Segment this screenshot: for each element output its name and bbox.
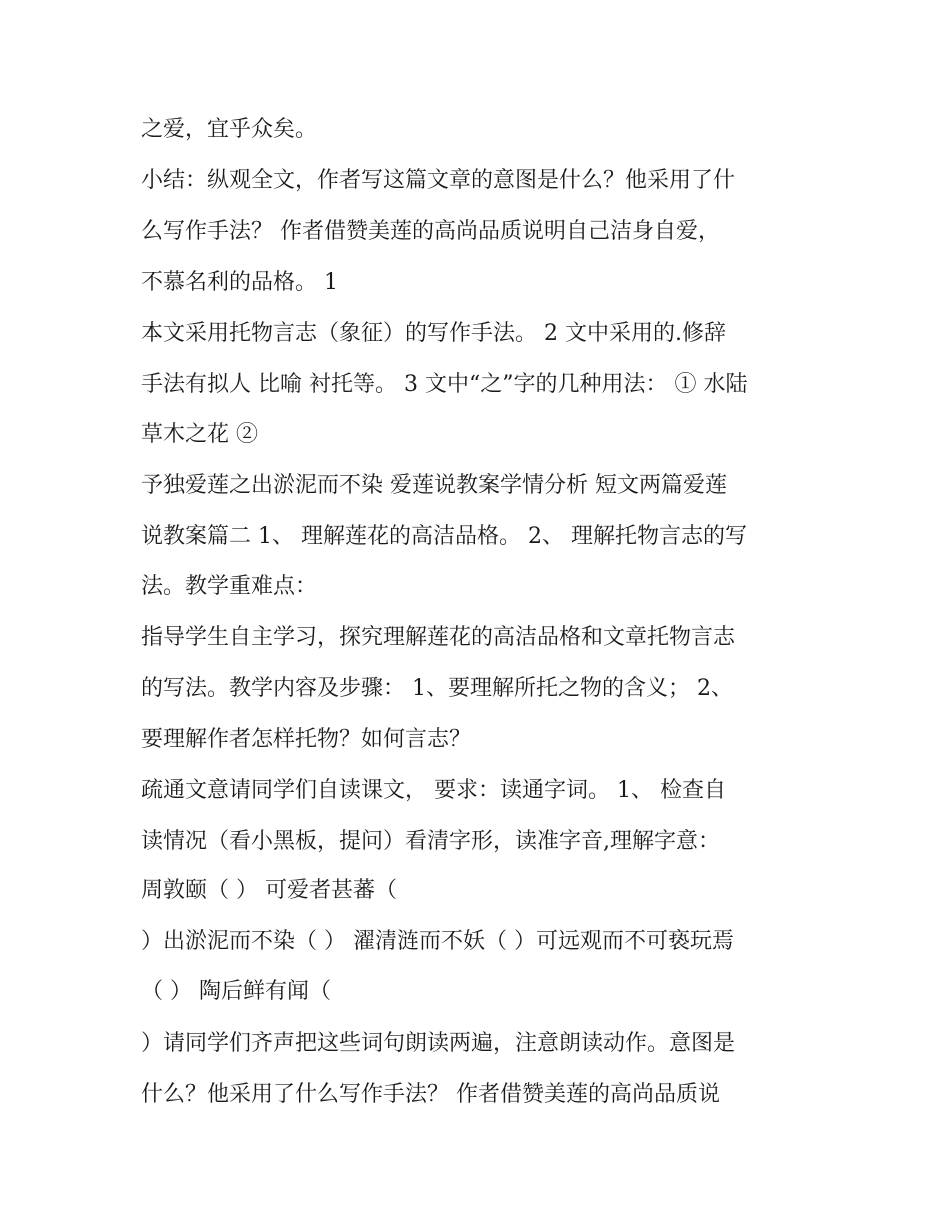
text-line: 予独爱莲之出淤泥而不染 爱莲说教案学情分析 短文两篇爱莲 — [141, 473, 727, 498]
text-line: 要理解作者怎样托物？如何言志？ — [141, 727, 472, 752]
text-line: ）出淤泥而不染（ ） 濯清涟而不妖（ ）可远观而不可亵玩焉 — [141, 929, 734, 954]
text-line: 法。教学重难点： — [141, 574, 318, 599]
text-line: 指导学生自主学习，探究理解莲花的高洁品格和文章托物言志 — [141, 625, 736, 650]
text-line: 本文采用托物言志（象征）的写作手法。 2 文中采用的.修辞 — [141, 321, 726, 346]
text-line: ）请同学们齐声把这些词句朗读两遍，注意朗读动作。意图是 — [141, 1031, 736, 1056]
text-line: 手法有拟人 比喻 衬托等。 3 文中“之”字的几种用法： ① 水陆 — [141, 372, 748, 397]
text-line: 什么？他采用了什么写作手法？ 作者借赞美莲的高尚品质说 — [141, 1082, 720, 1107]
text-line: 草木之花 ② — [141, 422, 258, 447]
text-line: 么写作手法？ 作者借赞美莲的高尚品质说明自己洁身自爱， — [141, 219, 720, 244]
text-line: 读情况（看小黑板，提问）看清字形，读准字音,理解字意： — [141, 829, 720, 854]
text-line: 不慕名利的品格。 1 — [141, 270, 338, 295]
text-line: 之爱，宜乎众矣。 — [141, 117, 318, 142]
text-line: 小结：纵观全文，作者写这篇文章的意图是什么？他采用了什 — [141, 168, 736, 193]
text-line: 的写法。教学内容及步骤： 1、要理解所托之物的含义； 2、 — [141, 676, 733, 701]
text-line: （ ） 陶后鲜有闻（ — [141, 979, 331, 1004]
text-line: 周敦颐（ ） 可爱者甚蕃（ — [141, 878, 397, 903]
text-line: 疏通文意请同学们自读课文， 要求：读通字词。 1、 检查自 — [141, 778, 726, 803]
text-line: 说教案篇二 1、 理解莲花的高洁品格。 2、 理解托物言志的写 — [141, 524, 747, 549]
